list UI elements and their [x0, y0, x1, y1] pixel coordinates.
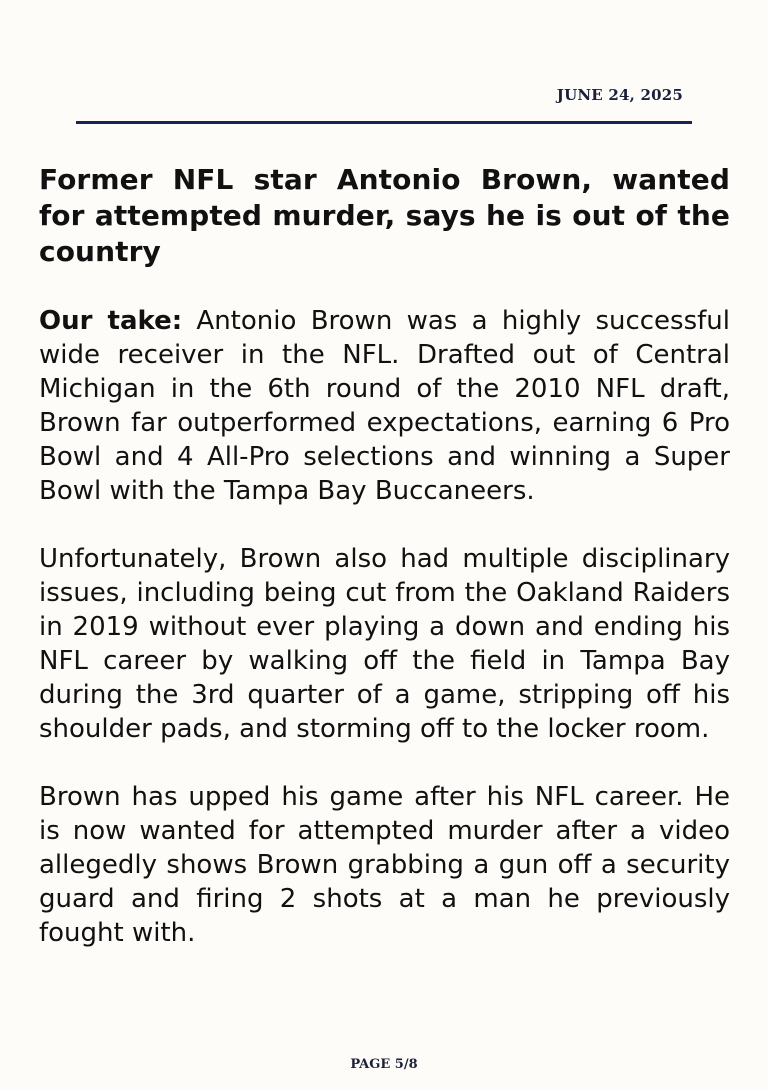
article-headline: Former NFL star Antonio Brown, wanted for attempted murder, says he is out of the country [39, 163, 730, 268]
page-date: JUNE 24, 2025 [556, 86, 683, 104]
page-number: PAGE 5/8 [350, 1057, 418, 1072]
article-body [39, 162, 730, 984]
header-divider [76, 121, 692, 124]
our-take-label: Our take: [39, 306, 183, 336]
article-paragraph-2: Unfortunately, Brown also had multiple disciplinary issues, including being cut from the Oakland Raiders in 2019 without ever playing a down and ending his NFL career by walking off the field in Tampa Bay during the 3rd quarter of a game, stripping off his shoulder pads, and storming off to the locker room. [39, 544, 730, 744]
article-paragraph-1 [39, 304, 730, 508]
paragraph-1-text: Antonio Brown was a highly successful wide receiver in the NFL. Drafted out of Central Michigan in the 6th round of the 2010 NFL draft, Brown far outperformed expectations, earning 6 Pro Bowl and 4 All-Pro selections and winning a Super Bowl with the Tampa Bay Buccaneers. [39, 306, 730, 506]
article-paragraph-3: Brown has upped his game after his NFL career. He is now wanted for attempted murder after a video allegedly shows Brown grabbing a gun off a security guard and firing 2 shots at a man he previously fought with. [39, 782, 730, 948]
